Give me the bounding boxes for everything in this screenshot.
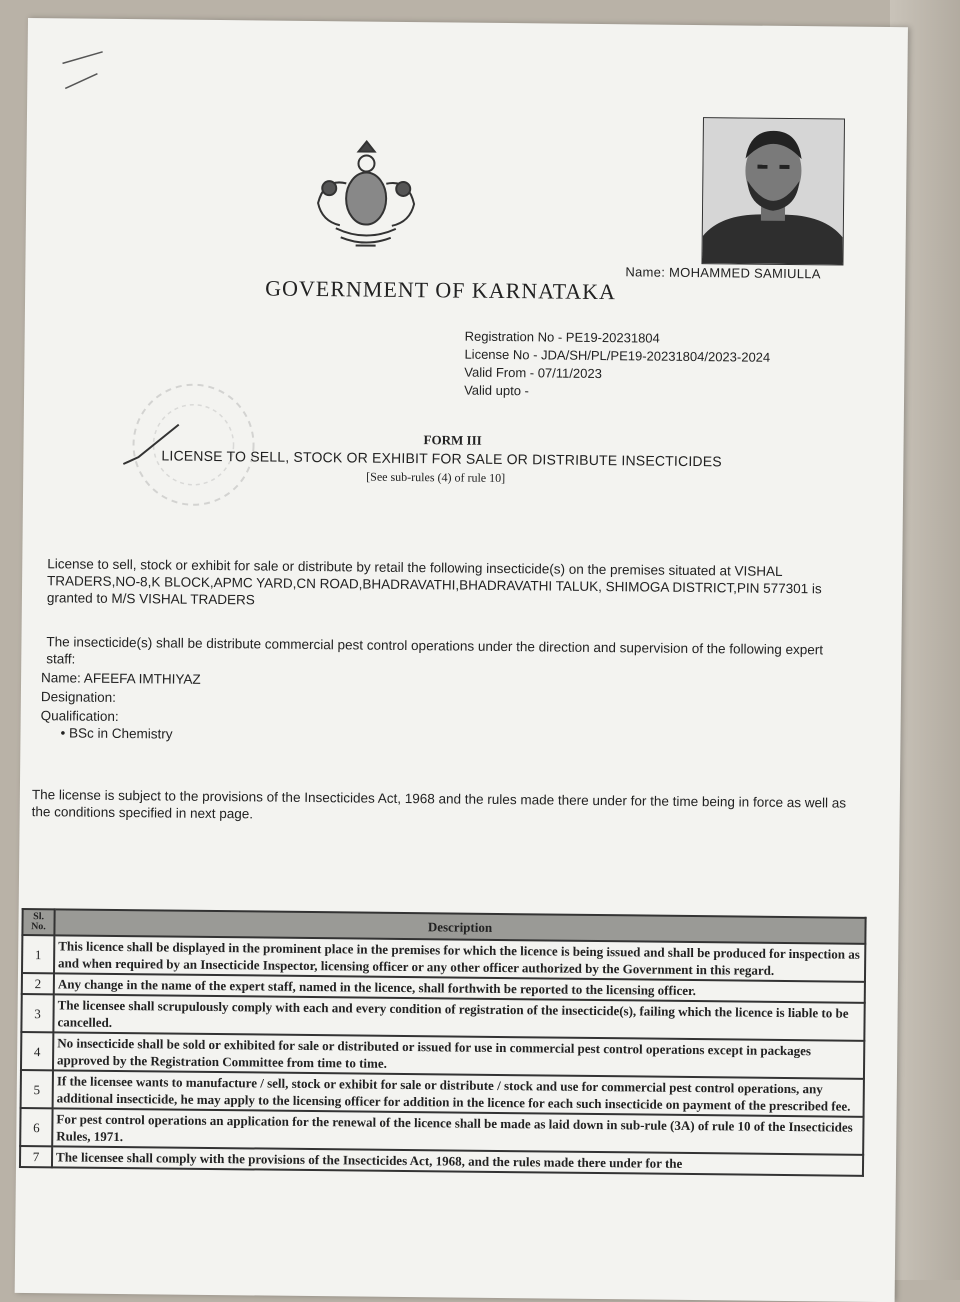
registration-details	[464, 328, 770, 403]
license-paragraph: License to sell, stock or exhibit for sale or distribute by retail the following insecticide(s) on the premises situated at VISHAL TRADERS,NO-8,K BLOCK,APMC YARD,CN ROAD,BHADRAVATHI,BHADRAVATHI TALUK, SHIMOGA DISTRICT,PIN 577301 is granted to M/S VISHAL TRADERS	[46, 556, 822, 608]
government-title: GOVERNMENT OF KARNATAKA	[265, 275, 617, 305]
row-description: No insecticide shall be sold or exhibited for sale or distributed or issued for use in commercial pest control operations except in packages approved by the Registration Committee from time to time.	[53, 1032, 864, 1078]
header-sl: Sl. No.	[22, 909, 54, 935]
applicant-photo	[701, 117, 845, 265]
license-number: License No - JDA/SH/PL/PE19-20231804/2023-2024	[464, 346, 771, 365]
row-description: The licensee shall scrupulously comply with each and every condition of registration of the insecticide(s), failing which the licence is liable to be cancelled.	[53, 994, 864, 1040]
row-number: 2	[22, 973, 54, 994]
row-description: If the licensee wants to manufacture / sell, stock or exhibit for sale or distribute / stock and use for commercial pest control operations, any additional insecticide, he may apply to the licensing officer for addition in the licence for each such insecticide on payment of the prescribed fee.	[53, 1070, 864, 1116]
staff-qualification: Qualification:	[40, 708, 119, 724]
row-number: 3	[21, 994, 53, 1032]
staff-designation: Designation:	[40, 689, 117, 705]
row-description: This licence shall be displayed in the prominent place in the premises for which the licence is being issued and shall be produced for inspection as and when required by an Insecticide Inspector, licensing officer or any other officer authorized by the Government in this regard.	[54, 935, 865, 981]
valid-upto: Valid upto -	[464, 382, 529, 399]
qualification-item: • BSc in Chemistry	[60, 725, 173, 742]
row-description: For pest control operations an application for the renewal of the licence shall be made as laid down in sub-rule (3A) of rule 10 of the Insecticides Rules, 1971.	[52, 1108, 863, 1154]
valid-from: Valid From - 07/11/2023	[464, 364, 602, 382]
karnataka-emblem-icon	[311, 133, 422, 259]
form-title: FORM III	[423, 432, 482, 448]
pen-marks-icon	[57, 43, 118, 104]
license-document	[15, 18, 908, 1302]
row-description: Any change in the name of the expert staff, named in the licence, shall forthwith be reported to the licensing officer.	[54, 973, 865, 1002]
staff-name: Name: AFEEFA IMTHIYAZ	[41, 670, 201, 687]
conditions-table	[19, 908, 867, 1177]
row-number: 1	[22, 935, 54, 973]
registration-number: Registration No - PE19-20231804	[464, 328, 660, 346]
row-number: 5	[21, 1070, 53, 1108]
form-heading: LICENSE TO SELL, STOCK OR EXHIBIT FOR SALE OR DISTRIBUTE INSECTICIDES	[161, 447, 722, 470]
header-description: Description	[54, 909, 865, 943]
expert-paragraph: The insecticide(s) shall be distribute commercial pest control operations under the direction and supervision of the following expert staff:	[46, 634, 824, 667]
row-number: 6	[20, 1108, 52, 1146]
subject-paragraph: The license is subject to the provisions of the Insecticides Act, 1968 and the rules made there under for the time being in force as well as the conditions specified in next page.	[31, 787, 847, 822]
applicant-name: Name: MOHAMMED SAMIULLA	[625, 264, 821, 282]
form-subrule: [See sub-rules (4) of rule 10]	[366, 469, 506, 486]
row-number: 7	[20, 1146, 52, 1167]
row-number: 4	[21, 1032, 53, 1070]
row-description: The licensee shall comply with the provisions of the Insecticides Act, 1968, and the rules made there under for the	[52, 1146, 863, 1175]
